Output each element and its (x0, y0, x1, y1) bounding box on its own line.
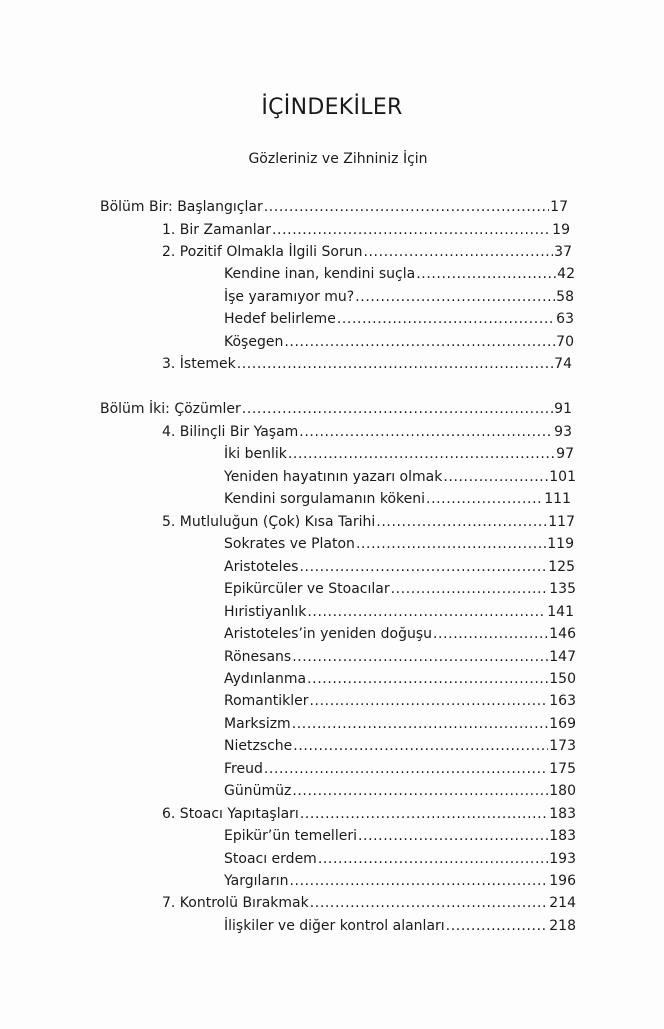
toc-label: Romantikler (224, 693, 309, 709)
toc-chapter[interactable] (162, 894, 576, 912)
toc-section[interactable] (224, 827, 576, 845)
toc-page-number: 101 (549, 469, 576, 485)
toc-chapter[interactable] (162, 243, 572, 261)
toc-page-number: 175 (549, 761, 576, 777)
toc-label: Nietzsche (224, 738, 293, 754)
toc-section[interactable] (224, 715, 576, 733)
toc-label: Aristoteles’in yeniden doğuşu (224, 626, 432, 642)
toc-label: Bölüm İki: Çözümler (100, 401, 241, 417)
toc-section[interactable] (224, 333, 574, 351)
toc-page-number: 173 (549, 738, 576, 754)
toc-section[interactable] (224, 310, 574, 328)
toc-label: 4. Bilinçli Bir Yaşam (162, 424, 299, 440)
toc-label: İşe yaramıyor mu? (224, 289, 355, 305)
toc-label: Aydınlanma (224, 671, 307, 687)
toc-section[interactable] (224, 265, 575, 283)
toc-page-number: 125 (548, 559, 575, 575)
toc-page-number: 141 (547, 604, 574, 620)
toc-label: Yeniden hayatının yazarı olmak (224, 469, 443, 485)
dedication-heading: Gözleriniz ve Zihniniz İçin (248, 151, 428, 167)
toc-page-number: 91 (554, 401, 572, 417)
toc-page-number: 70 (556, 334, 574, 350)
toc-page-number: 63 (556, 311, 574, 327)
toc-page-number: 150 (549, 671, 576, 687)
toc-page-number: 37 (554, 244, 572, 260)
toc-page-number: 183 (549, 828, 576, 844)
page-title: İÇİNDEKİLER (261, 95, 403, 120)
toc-label: Yargıların (224, 873, 289, 889)
toc-page-number: 111 (544, 491, 571, 507)
toc-label: 3. İstemek (162, 356, 236, 372)
toc-section[interactable] (224, 490, 571, 508)
toc-section[interactable] (224, 445, 574, 463)
toc-page-number: 117 (548, 514, 575, 530)
toc-label: Köşegen (224, 334, 284, 350)
toc-section[interactable] (224, 917, 576, 935)
toc-label: İlişkiler ve diğer kontrol alanları (224, 918, 445, 934)
toc-label: Bölüm Bir: Başlangıçlar (100, 199, 263, 215)
toc-section[interactable] (224, 850, 576, 868)
toc-label: 5. Mutluluğun (Çok) Kısa Tarihi (162, 514, 376, 530)
toc-page-number: 58 (556, 289, 574, 305)
toc-section[interactable] (224, 580, 576, 598)
toc-section[interactable] (224, 603, 574, 621)
toc-label: 6. Stoacı Yapıtaşları (162, 806, 299, 822)
toc-page-number: 180 (549, 783, 576, 799)
toc-label: Marksizm (224, 716, 291, 732)
toc-page-number: 214 (549, 895, 576, 911)
toc-label: Rönesans (224, 649, 292, 665)
toc-page-number: 42 (557, 266, 575, 282)
toc-label: Kendine inan, kendini suçla (224, 266, 416, 282)
toc-page-number: 147 (549, 649, 576, 665)
toc-page-number: 146 (549, 626, 576, 642)
toc-page-number: 218 (549, 918, 576, 934)
toc-section[interactable] (224, 760, 576, 778)
toc-section[interactable] (224, 872, 576, 890)
toc-section[interactable] (224, 648, 576, 666)
toc-page-number: 183 (549, 806, 576, 822)
toc-label: Freud (224, 761, 263, 777)
toc-label: 7. Kontrolü Bırakmak (162, 895, 309, 911)
toc-label: 2. Pozitif Olmakla İlgili Sorun (162, 244, 363, 260)
toc-chapter[interactable] (162, 805, 576, 823)
toc-page-number: 196 (549, 873, 576, 889)
toc-label: Hıristiyanlık (224, 604, 307, 620)
toc-section[interactable] (224, 782, 576, 800)
toc-section[interactable] (224, 670, 576, 688)
toc-section[interactable] (224, 535, 574, 553)
toc-label: Kendini sorgulamanın kökeni (224, 491, 426, 507)
toc-section[interactable] (224, 692, 576, 710)
toc-page-number: 97 (556, 446, 574, 462)
toc-label: Stoacı erdem (224, 851, 317, 867)
toc-label: 1. Bir Zamanlar (162, 222, 271, 238)
toc-page-number: 169 (549, 716, 576, 732)
toc-label: Hedef belirleme (224, 311, 336, 327)
toc-label: Epikür’ün temelleri (224, 828, 357, 844)
toc-page-number: 17 (550, 199, 568, 215)
toc-page-number: 93 (554, 424, 572, 440)
toc-section[interactable] (224, 558, 575, 576)
toc-chapter[interactable] (162, 423, 572, 441)
toc-page-number: 163 (549, 693, 576, 709)
toc-chapter[interactable] (162, 513, 575, 531)
toc-section[interactable] (224, 625, 576, 643)
toc-label: Aristoteles (224, 559, 299, 575)
toc-label: İki benlik (224, 446, 287, 462)
toc-page-number: 193 (549, 851, 576, 867)
toc-part-heading[interactable] (100, 198, 568, 216)
toc-section[interactable] (224, 737, 576, 755)
toc-label: Epikürcüler ve Stoacılar (224, 581, 390, 597)
toc-page-number: 19 (552, 222, 570, 238)
toc-chapter[interactable] (162, 355, 572, 373)
toc-page-number: 119 (547, 536, 574, 552)
toc-part-heading[interactable] (100, 400, 572, 418)
toc-section[interactable] (224, 288, 574, 306)
toc-label: Günümüz (224, 783, 292, 799)
toc-section[interactable] (224, 468, 576, 486)
toc-chapter[interactable] (162, 221, 570, 239)
toc-page-number: 135 (549, 581, 576, 597)
toc-label: Sokrates ve Platon (224, 536, 355, 552)
toc-page-number: 74 (554, 356, 572, 372)
